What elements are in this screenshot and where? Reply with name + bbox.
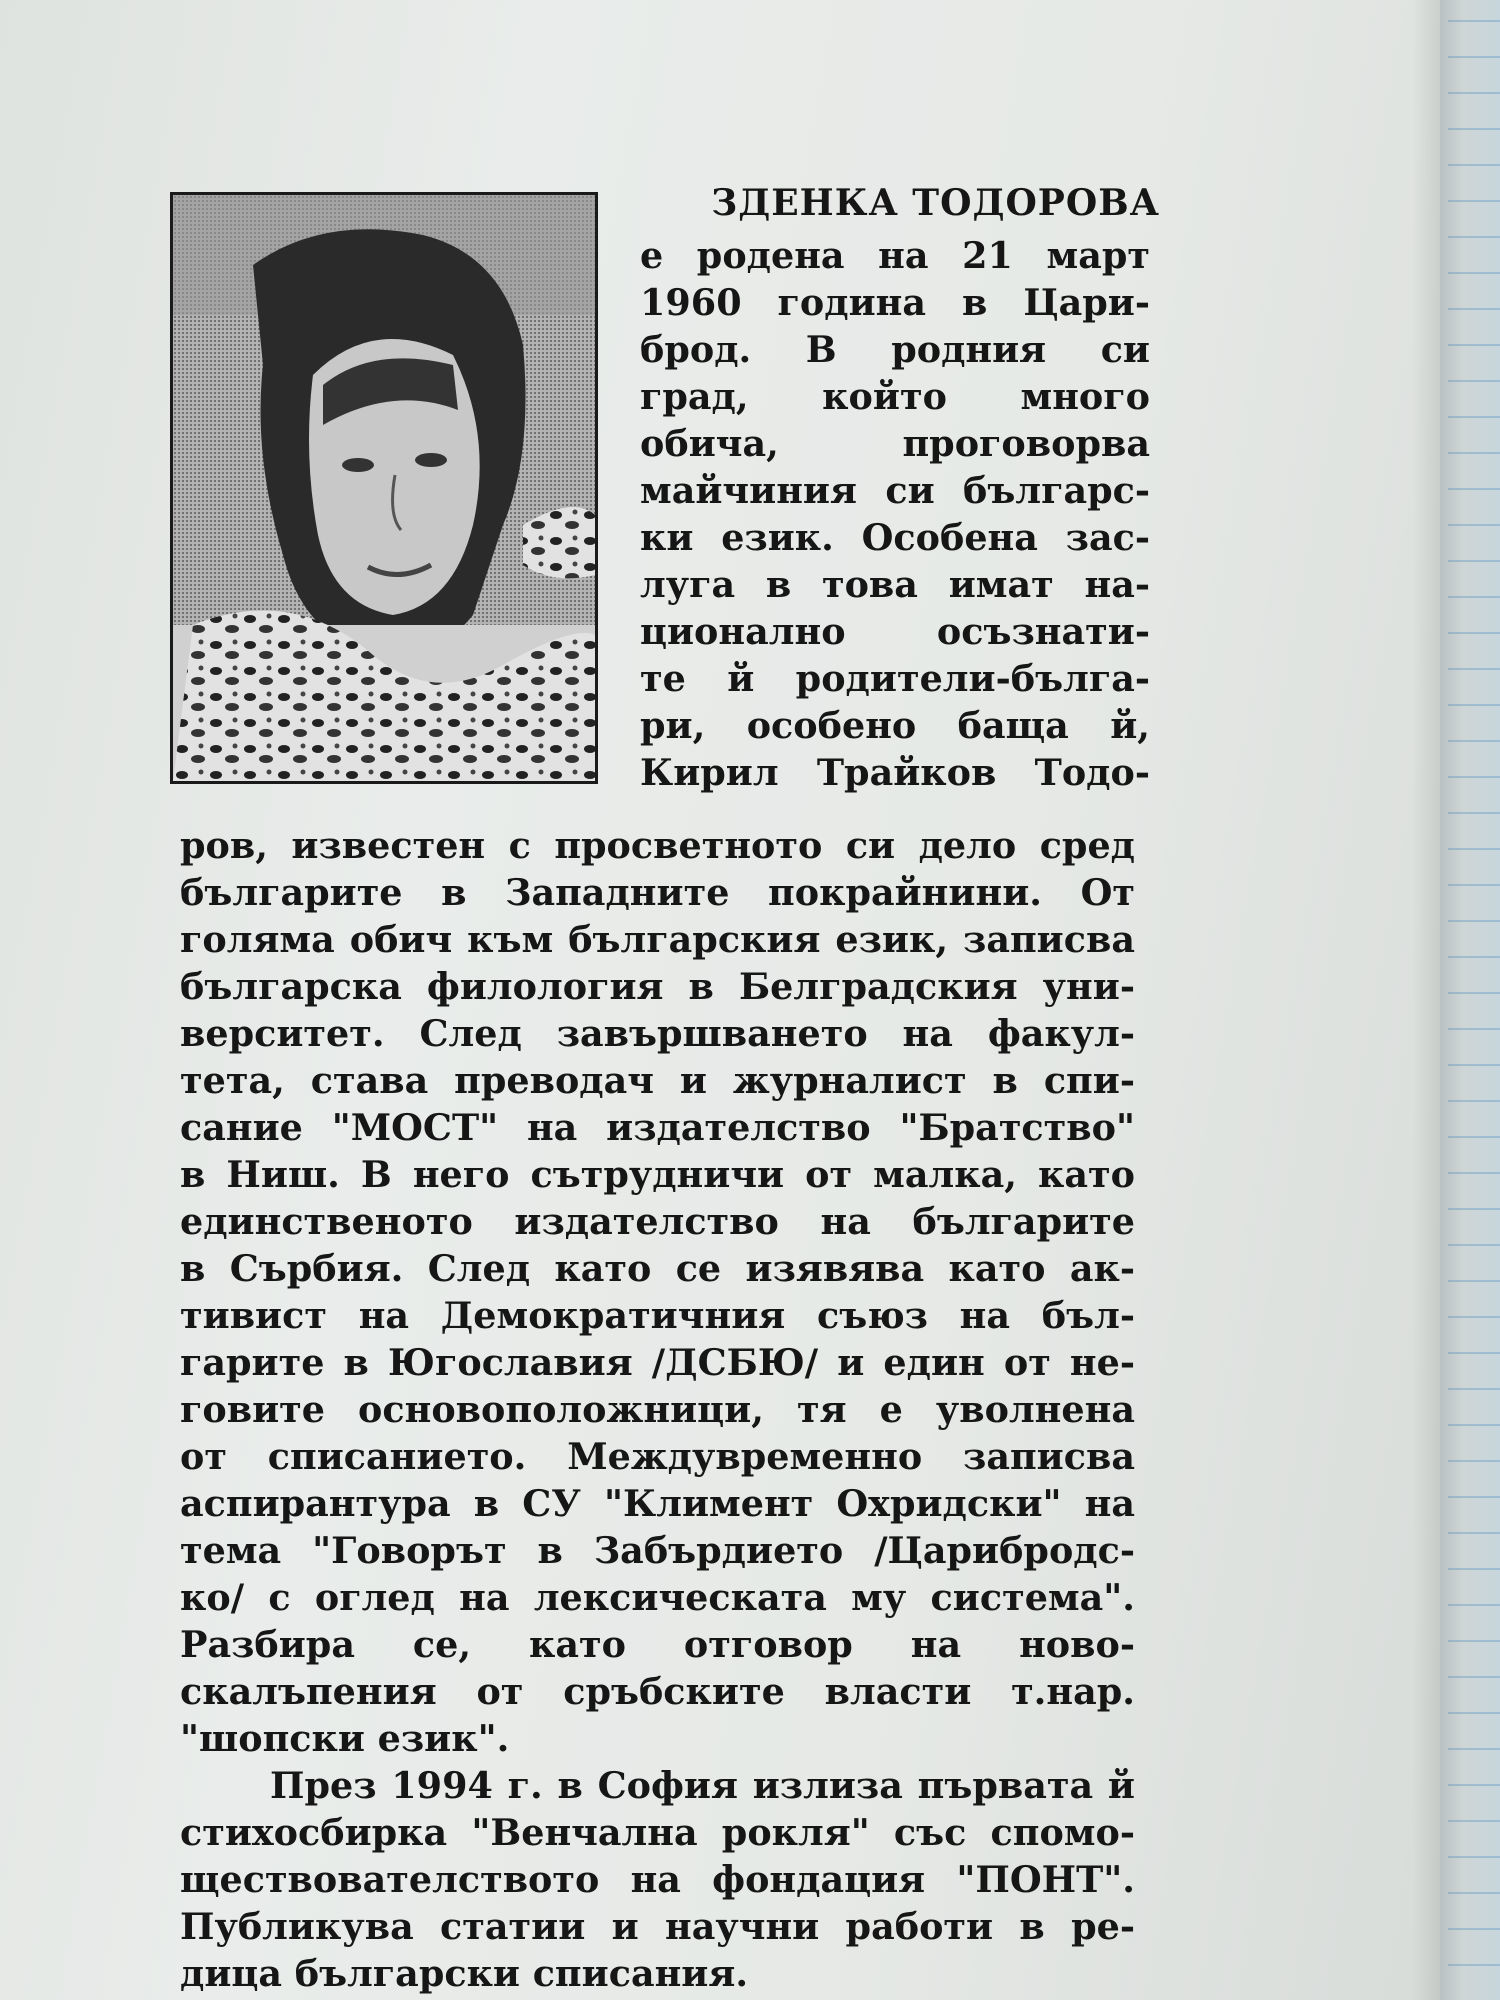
text-line: българите в Западните покрайнини. От xyxy=(180,871,1135,914)
text-line: е родена на 21 март xyxy=(640,234,1150,277)
text-line: ки език. Особена зас- xyxy=(640,516,1150,559)
paragraph-2-line: стихосбирка "Венчална рокля" със спомо- xyxy=(180,1811,1135,1854)
author-photo xyxy=(170,192,598,784)
text-line: говите основоположници, тя е уволнена xyxy=(180,1388,1135,1431)
text-line: сание "МОСТ" на издателство "Братство" xyxy=(180,1106,1135,1149)
text-line: "шопски език". xyxy=(180,1717,510,1760)
text-line: луга в това имат на- xyxy=(640,563,1150,606)
paragraph-2-line: Публикува статии и научни работи в ре- xyxy=(180,1905,1135,1948)
notebook-lines xyxy=(1448,0,1500,2000)
text-line: тема "Говорът в Забърдието /Царибродс- xyxy=(180,1529,1135,1572)
paragraph-2-line: През 1994 г. в София излиза първата й xyxy=(270,1764,1135,1807)
text-line: единственото издателство на българите xyxy=(180,1200,1135,1243)
text-line: те й родители-бълга- xyxy=(640,657,1150,700)
text-line: гарите в Югославия /ДСБЮ/ и един от не- xyxy=(180,1341,1135,1384)
text-line: майчиния си българс- xyxy=(640,469,1150,512)
text-line: Кирил Трайков Тодо- xyxy=(640,751,1150,794)
text-line: верситет. След завършването на факул- xyxy=(180,1012,1135,1055)
text-line: Разбира се, като отговор на ново- xyxy=(180,1623,1135,1666)
text-line: ционално осъзнати- xyxy=(640,610,1150,653)
text-line: в Ниш. В него сътрудничи от малка, като xyxy=(180,1153,1135,1196)
text-line: ри, особено баща й, xyxy=(640,704,1150,747)
text-line: тета, става преводач и журналист в спи- xyxy=(180,1059,1135,1102)
text-line: брод. В родния си xyxy=(640,328,1150,371)
text-line: ко/ с оглед на лексическата му система". xyxy=(180,1576,1135,1619)
author-name: ЗДЕНКА ТОДОРОВА xyxy=(711,182,1160,224)
text-line: 1960 година в Цари- xyxy=(640,281,1150,324)
text-line: голяма обич към българския език, записва xyxy=(180,918,1135,961)
text-line: град, който много xyxy=(640,375,1150,418)
text-line: аспирантура в СУ "Климент Охридски" на xyxy=(180,1482,1135,1525)
text-line: ров, известен с просветното си дело сред xyxy=(180,824,1135,867)
text-line: в Сърбия. След като се изявява като ак- xyxy=(180,1247,1135,1290)
text-line: обича, проговорва xyxy=(640,422,1150,465)
text-line: тивист на Демократичния съюз на бъл- xyxy=(180,1294,1135,1337)
bio-body xyxy=(180,822,1135,1997)
portrait-illustration xyxy=(173,195,595,781)
text-line: скалъпения от сръбските власти т.нар. xyxy=(180,1670,1135,1713)
text-line: българска филология в Белградския уни- xyxy=(180,965,1135,1008)
paragraph-2-line: дица български списания. xyxy=(180,1952,749,1995)
text-line: от списанието. Междувременно записва xyxy=(180,1435,1135,1478)
paragraph-2-line: ществователството на фондация "ПОНТ". xyxy=(180,1858,1135,1901)
bio-column-right xyxy=(640,232,1150,796)
